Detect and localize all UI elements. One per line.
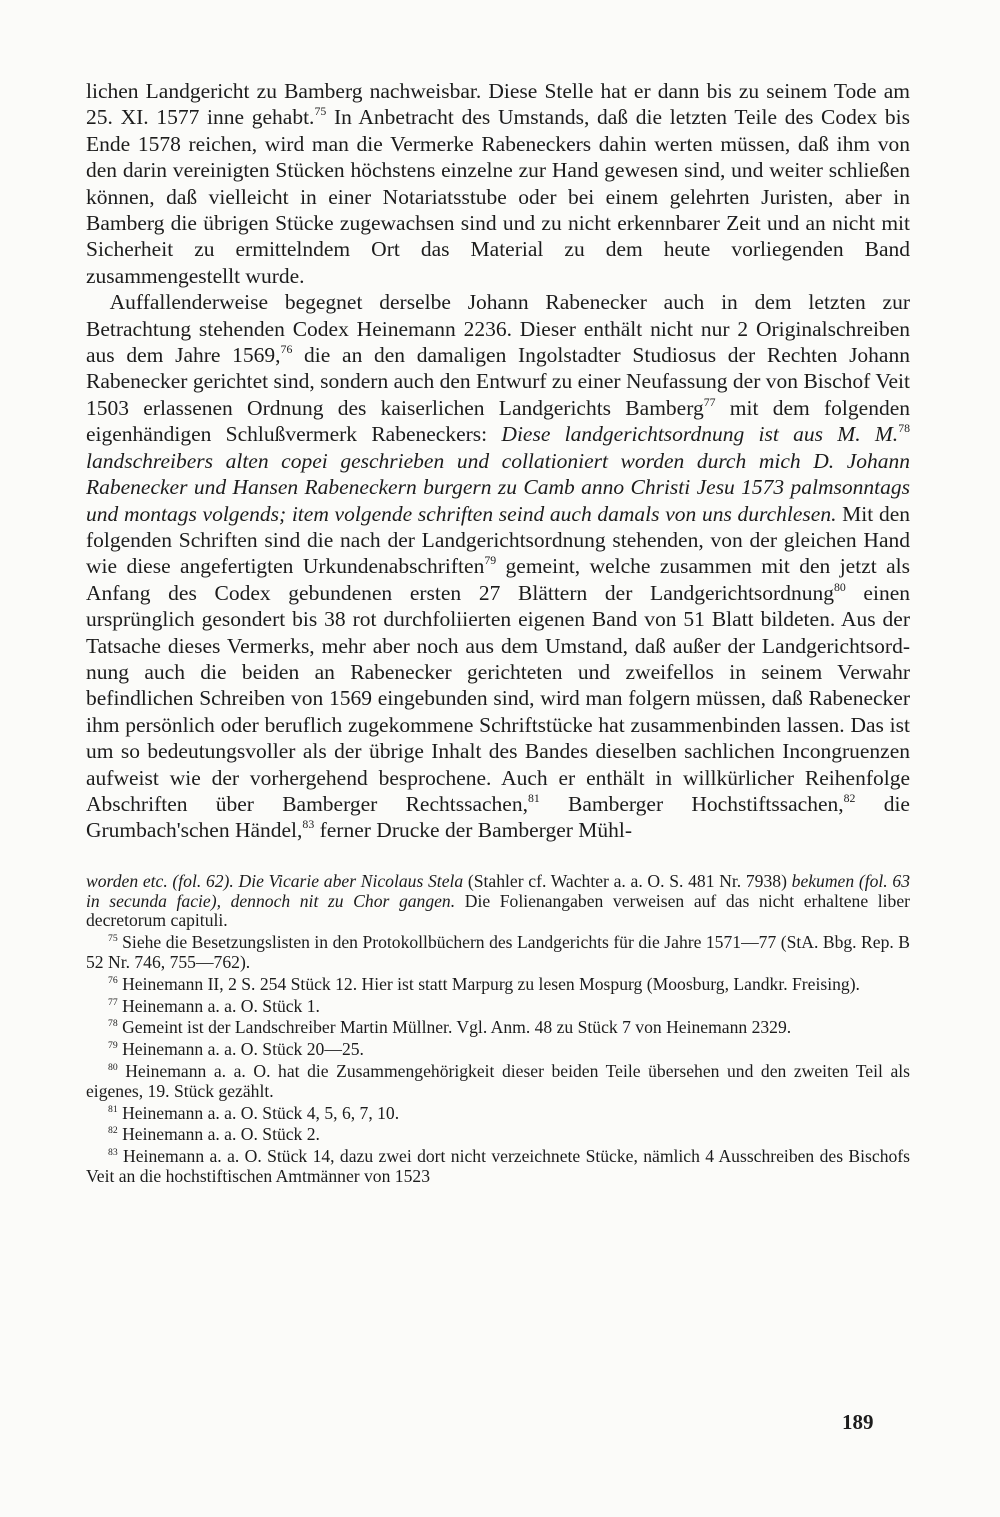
footnote-ref: 79	[484, 553, 497, 568]
main-text	[86, 78, 910, 844]
text-run: Siehe die Besetzungslisten in den Protokollbüchern des Landgerichts für die Jahre 1571—77 (StA. Bbg. Rep. B 52 Nr. 746, 755—762).	[86, 932, 910, 972]
footnote-ref: 82	[108, 1125, 118, 1137]
footnote-78	[86, 1018, 910, 1038]
text-run: In Anbetracht des Umstands, daß die letzten Teile des Codex bis Ende 1578 reichen, wird man die Vermerke Rabeneckers dahin werten müssen, daß ihm von den darin vereinigten Stücken höchstens einzelne zur Hand gewesen sind, und weiter schließen können, daß vielleicht in einer Notariatsstube oder bei einem gelehrten Juristen, aber in Bamberg die übrigen Stücke zugewachsen sind und zu nicht erkennbarer Zeit und an nicht mit Sicherheit zu ermittelndem Ort das Material zu dem heute vorliegenden Band zusammengestellt wurde.	[86, 105, 910, 288]
footnote-ref: 82	[843, 791, 856, 806]
footnotes	[86, 872, 910, 1187]
text-run: (Stahler cf. Wachter a. a. O. S. 481 Nr. 7938)	[463, 870, 792, 891]
footnote-79	[86, 1040, 910, 1060]
text-run: Die Folienangaben verweisen auf das nicht erhaltene liber decretorum capituli.	[86, 890, 910, 931]
italic-text: landschreibers alten copei geschrieben und collationiert worden durch mich D. Johann Rabenecker und Hansen Rabeneckern burgern zu Camb anno Christi Jesu 1573 palmsonntags und montags volgends; item volgende schriften seind auch damals von uns durchlesen.	[86, 448, 910, 526]
paragraph	[86, 289, 910, 844]
italic-text: worden etc. (fol. 62). Die Vicarie aber Nicolaus Stela	[86, 870, 464, 891]
footnote-77	[86, 997, 910, 1017]
italic-text: bekumen (fol. 63 in secunda facie), dennoch nit zu Chor gangen.	[86, 870, 910, 911]
text-run: Heinemann a. a. O. Stück 2.	[117, 1124, 320, 1145]
footnote-ref: 75	[314, 104, 327, 119]
italic-text: Diese landgerichtsordnung ist aus M. M.	[501, 422, 899, 447]
footnote-ref: 80	[833, 579, 846, 594]
footnote-ref: 80	[108, 1061, 118, 1073]
footnote-ref: 81	[527, 791, 540, 806]
text-run: gemeint, welche zusammen mit den jetzt als Anfang des Codex gebundenen ersten 27 Blättern der Landgerichtsordnung	[86, 554, 910, 605]
footnote-ref: 78	[898, 421, 910, 436]
text-run: ferner Drucke der Bamberger Mühl-	[314, 818, 633, 843]
footnote-80	[86, 1062, 910, 1102]
footnote-83	[86, 1147, 910, 1187]
footnote-75	[86, 933, 910, 973]
text-run: lichen Landgericht zu Bamberg nachweisbar. Diese Stelle hat er dann bis zu seinem Tode am 25. XI. 1577 inne gehabt.	[86, 79, 910, 130]
text-run: Heinemann II, 2 S. 254 Stück 12. Hier ist statt Marpurg zu lesen Mospurg (Moosburg, Landkr. Freising).	[117, 973, 860, 994]
text-run: Heinemann a. a. O. Stück 20—25.	[117, 1039, 364, 1060]
footnote-ref: 78	[108, 1018, 118, 1030]
footnote-ref: 79	[108, 1039, 118, 1051]
text-run: die Grumbach'schen Händel,	[86, 791, 910, 843]
text-run: einen ursprünglich gesondert bis 38 rot durchfoliierten eigenen Band von 51 Blatt bildeten. Aus der Tatsache dieses Vermerks, mehr aber noch aus dem Umstand, daß außer der Landgerichtsordnung auch die beiden an Rabenecker gerichteten und zweifellos in seinem Verwahr befindlichen Schreiben von 1569 eingebunden sind, wird man folgern müssen, daß Rabenecker ihm persönlich oder beruflich zugekommene Schriftstücke hat zusammenbinden lassen. Das ist um so bedeutungsvoller als der übrige Inhalt des Bandes dieselben sachlichen Incongruenzen aufweist wie der vorhergehend besprochene. Auch er enthält in willkürlicher Reihenfolge Abschriften über Bamberger Rechtssachen,	[86, 580, 910, 816]
paragraph	[86, 78, 910, 289]
footnote-81	[86, 1104, 910, 1124]
text-column	[86, 78, 910, 1189]
page-number: 189	[842, 1410, 874, 1434]
text-run: Mit den folgenden Schriften sind die nach der Landgerichtsordnung stehenden, von der gleichen Hand wie diese angefertigten Urkundenabschriften	[86, 501, 910, 579]
text-run: Heinemann a. a. O. hat die Zusammengehörigkeit dieser beiden Teile übersehen und den zweiten Teil als eigenes, 19. Stück gezählt.	[86, 1060, 910, 1101]
footnote-ref: 77	[703, 395, 716, 410]
footnote-ref: 75	[108, 932, 118, 944]
footnote-continued	[86, 872, 910, 931]
text-run: Auffallenderweise begegnet derselbe Johann Rabenecker auch in dem letzten zur Betrachtung stehenden Codex Heinemann 2236. Dieser enthält nicht nur 2 Originalschreiben aus dem Jahre 1569,	[86, 290, 910, 368]
footnote-ref: 81	[108, 1103, 118, 1115]
text-run: Bamberger Hochstiftssachen,	[539, 791, 844, 816]
footnote-ref: 83	[302, 817, 315, 832]
footnote-76	[86, 975, 910, 995]
footnote-82	[86, 1125, 910, 1145]
text-run: Heinemann a. a. O. Stück 4, 5, 6, 7, 10.	[117, 1102, 400, 1123]
footnote-ref: 76	[280, 342, 293, 357]
footnote-ref: 76	[108, 974, 118, 986]
footnote-ref: 83	[108, 1146, 118, 1158]
text-run: mit dem folgenden eigenhändigen Schlußvermerk Rabeneckers:	[86, 395, 910, 447]
text-run: die an den damaligen Ingolstadter Studiosus der Rechten Johann Rabenecker gerichtet sind, sondern auch den Entwurf zu einer Neufassung der von Bischof Veit 1503 erlassenen Ordnung des kaiserlichen Landgerichts Bamberg	[86, 343, 910, 420]
footnote-ref: 77	[108, 996, 118, 1008]
text-run: Heinemann a. a. O. Stück 1.	[117, 995, 320, 1016]
text-run: Heinemann a. a. O. Stück 14, dazu zwei dort nicht verzeichnete Stücke, nämlich 4 Ausschreiben des Bischofs Veit an die hochstiftischen Amtmänner von 1523	[86, 1146, 910, 1186]
text-run: Gemeint ist der Landschreiber Martin Müllner. Vgl. Anm. 48 zu Stück 7 von Heinemann 2329.	[117, 1017, 792, 1038]
